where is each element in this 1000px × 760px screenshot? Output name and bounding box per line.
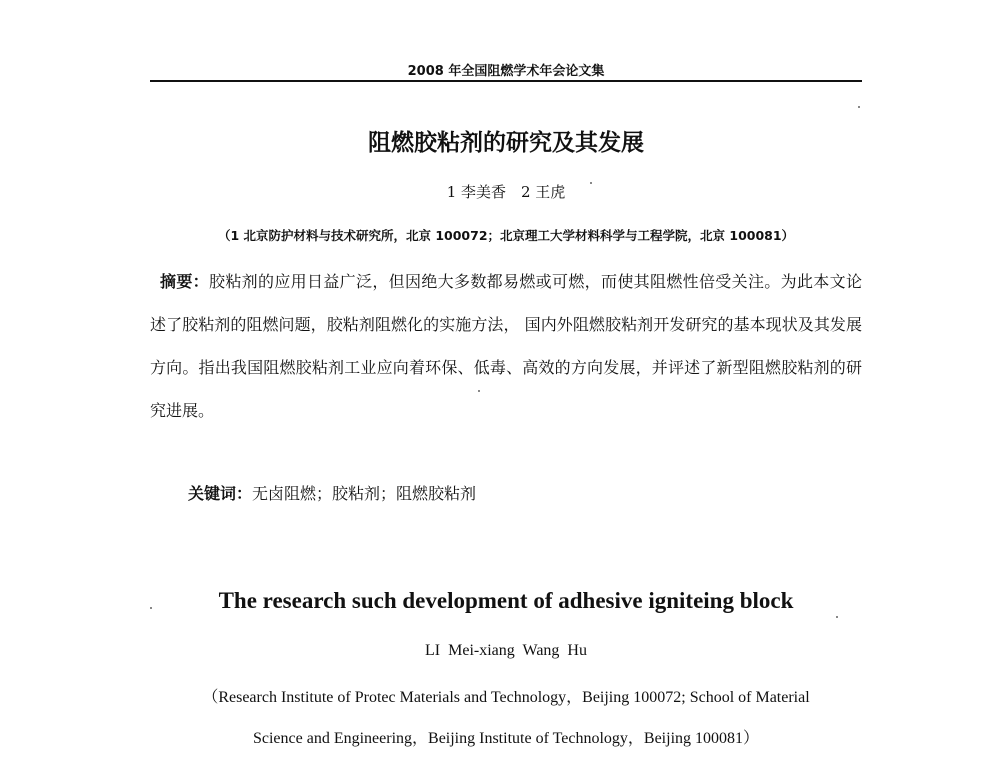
running-header: 2008 年全国阻燃学术年会论文集 <box>407 64 605 79</box>
english-affiliation-line-1: （Research Institute of Protec Materials and Technology，Beijing 100072; School of Material <box>202 689 810 706</box>
scan-speck <box>858 106 860 108</box>
abstract-text: 胶粘剂的应用日益广泛，但因绝大多数都易燃或可燃，而使其阻燃性倍受关注。为此本文论述了胶粘剂的阻燃问题，胶粘剂阻燃化的实施方法， 国内外阻燃胶粘剂开发研究的基本现状及其发展方向。指出我国阻燃胶粘剂工业应向着环保、低毒、高效的方向发展，并评述了新型阻燃胶粘剂的研究进展。 <box>150 272 862 420</box>
abstract-label: 摘要： <box>160 272 209 291</box>
keywords-text: 无卤阻燃；胶粘剂；阻燃胶粘剂 <box>252 484 477 503</box>
scan-speck <box>590 182 592 184</box>
english-authors: LI Mei-xiang Wang Hu <box>425 642 587 659</box>
chinese-affiliation: （1 北京防护材料与技术研究所，北京 100072；北京理工大学材料科学与工程学院，北京 100081） <box>217 228 795 243</box>
chinese-abstract <box>150 260 862 432</box>
scan-speck <box>836 616 838 618</box>
chinese-authors: 1 李美香 2 王虎 <box>446 183 566 201</box>
scan-speck <box>478 390 480 392</box>
chinese-keywords <box>188 481 476 504</box>
chinese-title: 阻燃胶粘剂的研究及其发展 <box>368 129 644 156</box>
header-rule <box>150 80 862 82</box>
english-title: The research such development of adhesive igniteing block <box>218 588 794 613</box>
scan-speck <box>150 607 152 609</box>
english-affiliation-line-2: Science and Engineering，Beijing Institute of Technology，Beijing 100081） <box>252 730 760 747</box>
keywords-label: 关键词： <box>188 484 253 503</box>
